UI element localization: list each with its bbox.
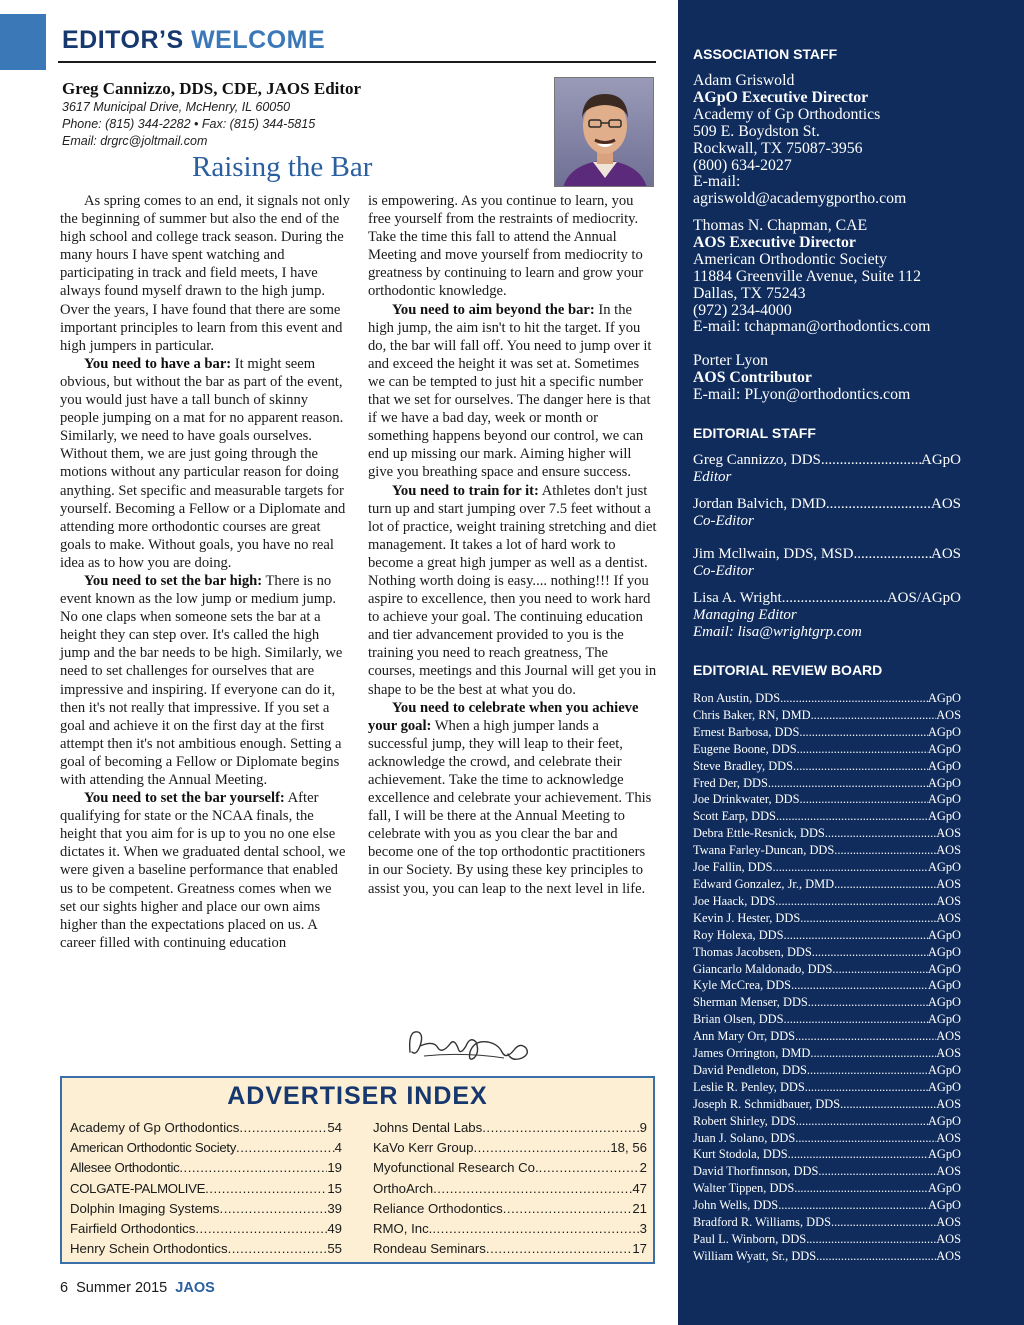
article-paragraph — [368, 482, 658, 699]
member-name: Eugene Boone, DDS — [693, 741, 797, 756]
member-org: AGpO — [927, 1198, 961, 1213]
advertiser-row — [373, 1118, 647, 1138]
section-heading-part1: EDITOR’S — [62, 26, 184, 54]
advertiser-page: 9 — [639, 1120, 647, 1135]
advertiser-name: Myofunctional Research Co. — [373, 1160, 539, 1176]
editor-portrait-photo — [554, 77, 654, 187]
member-name: Joe Haack, DDS — [693, 893, 776, 908]
review-board-member — [693, 808, 961, 825]
review-board-member — [693, 859, 961, 876]
member-name: Chris Baker, RN, DMD — [693, 707, 811, 722]
advertiser-list-right — [373, 1118, 647, 1259]
advertiser-name: Rondeau Seminars — [373, 1241, 486, 1257]
staff-phone: (800) 634-2027 — [693, 156, 792, 174]
review-board-member — [693, 707, 961, 724]
member-org: AGpO — [927, 927, 961, 942]
advertiser-index — [60, 1076, 655, 1264]
review-board-member — [693, 910, 961, 927]
publication-name: JAOS — [175, 1280, 215, 1296]
staff-title: AOS Contributor — [693, 368, 812, 386]
advertiser-name: American Orthodontic Society — [70, 1140, 237, 1156]
member-name: Robert Shirley, DDS — [693, 1113, 796, 1128]
staff-entry — [693, 73, 1013, 208]
member-name: Giancarlo Maldonado, DDS — [693, 961, 833, 976]
review-board-member — [693, 1113, 961, 1130]
staff-email: E-mail: tchapman@orthodontics.com — [693, 318, 931, 336]
member-org: AGpO — [927, 1181, 961, 1196]
staff-email-label: E-mail: — [693, 173, 741, 191]
paragraph-lead: You need to aim beyond the bar: — [392, 301, 595, 318]
member-name: Twana Farley-Duncan, DDS — [693, 843, 835, 858]
advertiser-list-left — [70, 1118, 342, 1259]
member-name: David Pendleton, DDS — [693, 1062, 807, 1077]
member-org: AOS — [936, 910, 961, 925]
member-org: AGpO — [927, 691, 961, 705]
member-name: Thomas Jacobsen, DDS — [693, 944, 812, 959]
article-title: Raising the Bar — [192, 151, 373, 183]
paragraph-lead: You need to have a bar: — [84, 355, 232, 372]
heading-divider — [58, 61, 656, 63]
member-name: John Wells, DDS — [693, 1198, 779, 1213]
editorial-entry — [693, 452, 961, 486]
section-heading-part2: WELCOME — [191, 26, 326, 54]
staff-title: AGpO Executive Director — [693, 88, 869, 106]
editorial-role: Managing Editor — [693, 607, 797, 623]
member-name: Ernest Barbosa, DDS — [693, 724, 800, 739]
member-name: Joe Fallin, DDS — [693, 860, 773, 875]
member-org: AOS — [936, 1029, 961, 1044]
staff-name: Porter Lyon — [693, 352, 769, 369]
advertiser-row — [70, 1219, 342, 1239]
editor-signature-icon — [404, 1022, 534, 1064]
advertiser-row — [70, 1239, 342, 1259]
editorial-email: Email: lisa@wrightgrp.com — [693, 624, 862, 640]
paragraph-body: There is no event known as the low jump or medium jump. No one claps when someone sets the bar at a height they can step over. It's called the high jump and the bar needs to be high. Similarly, we need to set challenges for ourselves that are impressive and inspiring. If everyone can do it, then it's not really that impressive. If you set a goal and achieve it on the first day at the first attempt then it's not ambitious enough. Setting a goal of becoming a Fellow or Diplomate begins with attending the Annual Meeting. — [60, 572, 343, 788]
editorial-entry — [693, 590, 961, 641]
editorial-name: Lisa A. Wright — [693, 590, 782, 606]
member-name: Debra Ettle-Resnick, DDS — [693, 826, 825, 841]
article-paragraph — [60, 572, 350, 789]
advertiser-page: 15 — [327, 1180, 342, 1196]
review-board-heading: EDITORIAL REVIEW BOARD — [693, 662, 883, 678]
advertiser-page: 47 — [632, 1180, 647, 1196]
paragraph-body: Athletes don't just turn up and start jumping over 7.5 feet without a lot of practice, weight training stretching and diet management. It takes a lot of hard work to become a great high jumper as well as a dentist. Nothing worth doing is easy.... nothing!!! If you aspire to excellence, then you need to work hard to achieve your goal. The continuing education and tier advancement provided to you is the training you need to reach greatness, The courses, meetings and this Journal will get you in shape to be the best at what you do. — [368, 482, 657, 698]
advertiser-row — [373, 1199, 647, 1219]
editorial-org: AGpO — [921, 452, 961, 468]
review-board-member — [693, 1011, 961, 1028]
article-paragraph: As spring comes to an end, it signals not only the beginning of summer but also the end of the high school and college track season. During the many hours I have spent watching and participating in track and field meets, I have always found myself drawn to the high jump. Over the years, I have found that there are some important principles to learn from this event and high jumpers in particular. — [60, 193, 350, 354]
review-board-member — [693, 1096, 961, 1113]
staff-org: Academy of Gp Orthodontics — [693, 105, 881, 123]
member-org: AOS — [936, 1164, 961, 1179]
member-name: Fred Der, DDS — [693, 775, 768, 790]
member-org: AGpO — [927, 1012, 961, 1027]
editorial-name: Jordan Balvich, DMD — [693, 496, 826, 512]
editorial-name: Greg Cannizzo, DDS — [693, 452, 821, 468]
member-org: AOS — [936, 876, 961, 891]
editorial-role: Editor — [693, 469, 732, 485]
advertiser-name: RMO, Inc. — [373, 1221, 433, 1237]
member-name: Kyle McCrea, DDS — [693, 978, 792, 993]
member-name: Paul L. Winborn, DDS — [693, 1232, 807, 1246]
editorial-entry — [693, 496, 961, 530]
advertiser-row — [70, 1138, 342, 1158]
member-org: AGpO — [927, 860, 961, 875]
advertiser-name: Johns Dental Labs — [373, 1120, 483, 1135]
editor-contact — [62, 79, 542, 150]
review-board-member — [693, 1163, 961, 1180]
member-org: AOS — [936, 1232, 961, 1246]
review-board-member — [693, 724, 961, 741]
article-column-right — [368, 192, 658, 898]
member-org: AGpO — [927, 961, 961, 976]
review-board-member — [693, 977, 961, 994]
member-org: AOS — [936, 1248, 961, 1263]
advertiser-page: 4 — [334, 1140, 342, 1156]
member-name: Joseph R. Schmidbauer, DDS — [693, 1096, 841, 1111]
editorial-role: Co-Editor — [693, 513, 754, 529]
review-board-member — [693, 893, 961, 910]
member-org: AGpO — [927, 724, 961, 739]
advertiser-row — [373, 1138, 647, 1158]
member-name: Walter Tippen, DDS — [693, 1181, 795, 1196]
member-name: Scott Earp, DDS — [693, 809, 776, 824]
article-paragraph: is empowering. As you continue to learn, you free yourself from the restraints of mediocrity. Take the time this fall to attend the Annual Meeting and move yourself from mediocrity to greatness by continuing to learn and grow your orthodontic knowledge. — [368, 193, 644, 300]
review-board-member — [693, 961, 961, 978]
member-name: Ann Mary Orr, DDS — [693, 1029, 796, 1044]
review-board-member — [693, 944, 961, 961]
review-board-member — [693, 825, 961, 842]
member-org: AGpO — [927, 775, 961, 790]
paragraph-lead: You need to train for it: — [392, 482, 539, 499]
editorial-org: AOS — [930, 546, 961, 562]
advertiser-name: Allesee Orthodontic — [70, 1160, 180, 1176]
article-paragraph — [368, 699, 658, 898]
advertiser-row — [373, 1219, 647, 1239]
advertiser-row — [373, 1179, 647, 1199]
issue-label: Summer 2015 — [76, 1280, 168, 1296]
advertiser-page: 49 — [327, 1221, 342, 1237]
advertiser-page: 18, 56 — [610, 1140, 647, 1156]
article-paragraph — [368, 301, 658, 482]
advertiser-name: Henry Schein Orthodontics — [70, 1241, 228, 1257]
review-board-member — [693, 1028, 961, 1045]
advertiser-page: 2 — [639, 1160, 647, 1176]
review-board-member — [693, 1130, 961, 1147]
staff-street: 11884 Greenville Avenue, Suite 112 — [693, 267, 921, 285]
member-name: Edward Gonzalez, Jr., DMD — [693, 876, 835, 891]
staff-name: Adam Griswold — [693, 72, 795, 89]
member-org: AOS — [936, 1096, 961, 1111]
member-name: Joe Drinkwater, DDS — [693, 792, 800, 807]
member-org: AOS — [936, 826, 961, 841]
advertiser-page: 21 — [632, 1200, 647, 1216]
review-board-member — [693, 1248, 961, 1265]
member-org: AOS — [936, 893, 961, 908]
advertiser-name: Academy of Gp Orthodontics — [70, 1120, 240, 1135]
page-footer — [60, 1280, 215, 1296]
advertiser-page: 39 — [327, 1200, 342, 1216]
staff-phone: (972) 234-4000 — [693, 301, 792, 319]
advertiser-row — [70, 1199, 342, 1219]
editorial-org: AOS — [930, 496, 961, 512]
review-board-member — [693, 1180, 961, 1197]
member-name: James Orrington, DMD — [693, 1046, 811, 1061]
editorial-entry — [693, 546, 961, 580]
review-board-member — [693, 927, 961, 944]
member-org: AGpO — [927, 995, 961, 1010]
advertiser-name: COLGATE-PALMOLIVE — [70, 1180, 206, 1196]
advertiser-name: Reliance Orthodontics — [373, 1200, 503, 1216]
paragraph-body: When a high jumper lands a successful jump, they will leap to their feet, acknowledge the crowd, and celebrate their achievement. Take the time to acknowledge excellence and celebrate your achievement. This fall, I will be there at the Annual Meeting to celebrate with you as you clear the bar and become one of the top orthodontic practitioners in our Society. By using these key principles to assist you, you can leap to the next level in life. — [368, 717, 652, 897]
member-name: Ron Austin, DDS — [693, 691, 781, 705]
paragraph-body: It might seem obvious, but without the bar as part of the event, you would just have a tall bunch of skinny people jumping on a mat for no apparent reason. Similarly, we need to have goals ourselves. Without them, we are just going through the motions without any particular reason for doing anything. Set specific and measurable targets for yourself. Becoming a Fellow or a Diplomate and attending more orthodontic courses are great goals to make. Without goals, you have no real idea as to how you are doing. — [60, 355, 346, 571]
page-number: 6 — [60, 1280, 69, 1296]
advertiser-row — [373, 1158, 647, 1178]
advertiser-index-title: ADVERTISER INDEX — [227, 1082, 488, 1110]
editor-name: Greg Cannizzo, DDS, CDE, JAOS Editor — [62, 79, 362, 98]
editor-email: Email: drgrc@joltmail.com — [62, 134, 208, 148]
member-org: AGpO — [927, 741, 961, 756]
advertiser-row — [70, 1118, 342, 1138]
review-board-member — [693, 1214, 961, 1231]
staff-title: AOS Executive Director — [693, 233, 856, 251]
member-name: Kurt Stodola, DDS — [693, 1147, 788, 1162]
member-name: David Thorfinnson, DDS — [693, 1164, 819, 1179]
advertiser-row — [70, 1158, 342, 1178]
member-name: Kevin J. Hester, DDS — [693, 910, 801, 925]
member-org: AGpO — [927, 944, 961, 959]
advertiser-name: OrthoArch — [373, 1180, 434, 1196]
article-paragraph — [60, 355, 350, 572]
member-name: Steve Bradley, DDS — [693, 758, 794, 773]
paragraph-lead: You need to set the bar yourself: — [84, 790, 285, 807]
advertiser-name: Fairfield Orthodontics — [70, 1221, 196, 1237]
advertiser-page: 19 — [327, 1160, 342, 1176]
review-board-member — [693, 1079, 961, 1096]
advertiser-name: KaVo Kerr Group — [373, 1140, 474, 1156]
review-board-list — [693, 690, 961, 1265]
section-heading — [62, 26, 325, 55]
staff-email: agriswold@academygportho.com — [693, 190, 907, 208]
advertiser-page: 17 — [632, 1241, 647, 1257]
review-board-member — [693, 1231, 961, 1248]
staff-sidebar — [678, 0, 1024, 1325]
article-paragraph — [60, 789, 350, 952]
review-board-member — [693, 741, 961, 758]
member-org: AGpO — [927, 1147, 961, 1162]
review-board-member — [693, 1062, 961, 1079]
editorial-staff-heading: EDITORIAL STAFF — [693, 425, 816, 441]
advertiser-name: Dolphin Imaging Systems — [70, 1200, 220, 1216]
paragraph-lead: You need to set the bar high: — [84, 572, 263, 589]
member-org: AGpO — [927, 792, 961, 807]
advertiser-page: 54 — [327, 1120, 342, 1135]
member-org: AOS — [936, 843, 961, 858]
member-org: AOS — [936, 1046, 961, 1061]
review-board-member — [693, 775, 961, 792]
editorial-org: AOS/AGpO — [886, 590, 961, 606]
staff-org: American Orthodontic Society — [693, 250, 887, 268]
member-org: AOS — [936, 707, 961, 722]
paragraph-body: In the high jump, the aim isn't to hit the target. If you do, the bar will fall off. You need to jump over it and exceed the height it was set at. Sometimes we can be tempted to just hit a specific number that we set for ourselves. The danger here is that if we have a bad day, week or month or something happens beyond our control, we can end up missing our mark. Aiming higher will give you breathing space and ensure success. — [368, 301, 652, 481]
editorial-name: Jim Mcllwain, DDS, MSD — [693, 546, 854, 562]
review-board-member — [693, 1197, 961, 1214]
member-org: AGpO — [927, 758, 961, 773]
staff-entry — [693, 353, 1013, 404]
review-board-member — [693, 842, 961, 859]
review-board-member — [693, 791, 961, 808]
staff-email: E-mail: PLyon@orthodontics.com — [693, 385, 911, 403]
staff-city: Rockwall, TX 75087-3956 — [693, 139, 863, 157]
advertiser-row — [70, 1179, 342, 1199]
member-name: Sherman Menser, DDS — [693, 995, 808, 1010]
member-org: AGpO — [927, 1079, 961, 1094]
section-tab-marker — [0, 14, 46, 70]
staff-city: Dallas, TX 75243 — [693, 284, 806, 302]
review-board-member — [693, 994, 961, 1011]
paragraph-lead: You need to celebrate when you achieve your goal: — [368, 699, 639, 734]
member-name: Juan J. Solano, DDS — [693, 1130, 796, 1145]
editor-phone: Phone: (815) 344-2282 • Fax: (815) 344-5815 — [62, 117, 316, 131]
member-name: Leslie R. Penley, DDS — [693, 1079, 805, 1094]
advertiser-page: 55 — [327, 1241, 342, 1257]
review-board-member — [693, 690, 961, 707]
association-staff-heading: ASSOCIATION STAFF — [693, 46, 838, 62]
member-name: Brian Olsen, DDS — [693, 1012, 784, 1027]
member-org: AOS — [936, 1215, 961, 1230]
article-column-left — [60, 192, 350, 952]
advertiser-row — [373, 1239, 647, 1259]
review-board-member — [693, 758, 961, 775]
editor-address: 3617 Municipal Drive, McHenry, IL 60050 — [62, 100, 291, 114]
staff-name: Thomas N. Chapman, CAE — [693, 217, 868, 234]
paragraph-body: After qualifying for state or the NCAA finals, the height that you aim for is up to you no one else dictates it. When we graduated dental school, we were given a baseline performance that enabled us to be competent. Greatness comes when we set our sights higher and place our own aims higher than the expectations placed on us. A career filled with continuing education — [60, 790, 346, 951]
member-name: Bradford R. Williams, DDS — [693, 1215, 831, 1230]
member-org: AGpO — [927, 809, 961, 824]
member-org: AGpO — [927, 1113, 961, 1128]
staff-entry — [693, 218, 1013, 336]
review-board-member — [693, 876, 961, 893]
member-name: Roy Holexa, DDS — [693, 927, 784, 942]
member-org: AGpO — [927, 978, 961, 993]
review-board-member — [693, 1146, 961, 1163]
member-org: AGpO — [927, 1062, 961, 1077]
member-name: William Wyatt, Sr., DDS — [693, 1248, 817, 1263]
member-org: AOS — [936, 1130, 961, 1145]
advertiser-page: 3 — [639, 1221, 647, 1237]
editorial-role: Co-Editor — [693, 563, 754, 579]
review-board-member — [693, 1045, 961, 1062]
staff-street: 509 E. Boydston St. — [693, 122, 820, 140]
